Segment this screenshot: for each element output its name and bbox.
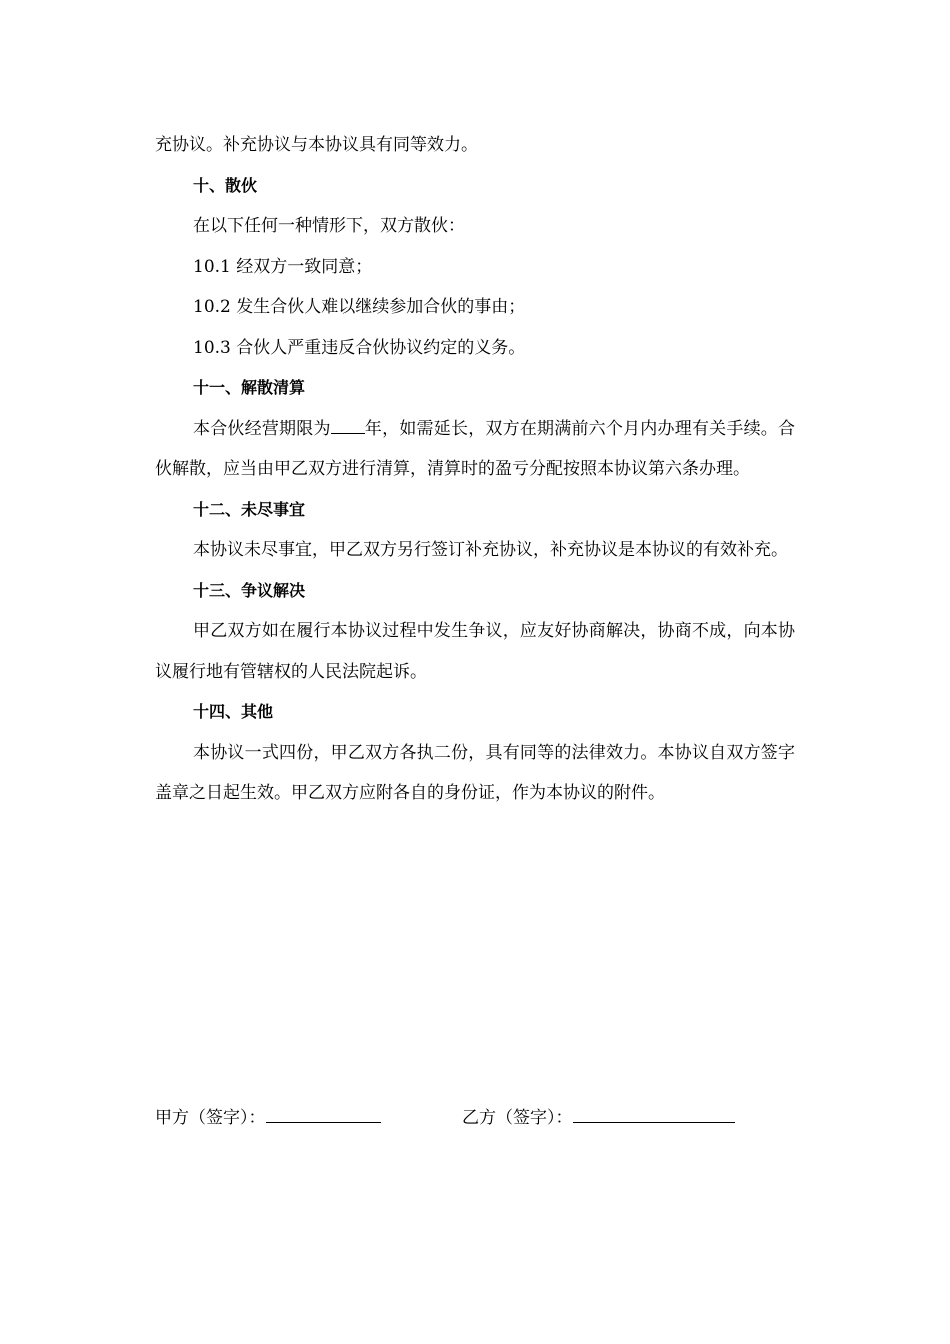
term-years-blank [331,417,365,434]
section-10-intro: 在以下任何一种情形下，双方散伙： [193,216,465,236]
section-12-heading: 十二、未尽事宜 [193,499,306,519]
section-11-text [155,409,795,490]
party-a-signature [155,1100,381,1136]
section-12-text: 本协议未尽事宜，甲乙双方另行签订补充协议，补充协议是本协议的有效补充。 [193,540,788,560]
section-11-text-before: 本合伙经营期限为 [193,418,331,439]
section-11-heading: 十一、解散清算 [193,378,306,397]
section-11-text-after: 年，如需延长，双方在期满前六个月内办理有关手续。合伙解散，应当由甲乙双方进行清算，清算时的盈亏分配按照本协议第六条办理。 [155,418,796,479]
party-b-signature-line[interactable] [573,1102,735,1123]
section-10-item-1: 10.1 经双方一致同意； [193,256,373,277]
section-10-item-2: 10.2 发生合伙人难以继续参加合伙的事由； [193,297,526,317]
party-b-label: 乙方（签字）： [462,1108,573,1128]
document-body [155,125,795,814]
section-14-text: 本协议一式四份，甲乙双方各执二份，具有同等的法律效力。本协议自双方签字盖章之日起生效。甲乙双方应附各自的身份证，作为本协议的附件。 [155,742,795,803]
section-10-heading: 十、散伙 [193,175,258,195]
section-13-text: 甲乙双方如在履行本协议过程中发生争议，应友好协商解决，协商不成，向本协议履行地有管辖权的人民法院起诉。 [155,621,795,682]
party-a-label: 甲方（签字）： [155,1108,266,1128]
section-10-item-3: 10.3 合伙人严重违反合伙协议约定的义务。 [193,337,526,358]
section-14-heading: 十四、其他 [193,702,274,721]
section-13-heading: 十三、争议解决 [193,580,306,600]
party-b-signature [462,1100,735,1136]
continuation-text: 充协议。补充协议与本协议具有同等效力。 [155,135,478,155]
party-a-signature-line[interactable] [266,1102,381,1123]
